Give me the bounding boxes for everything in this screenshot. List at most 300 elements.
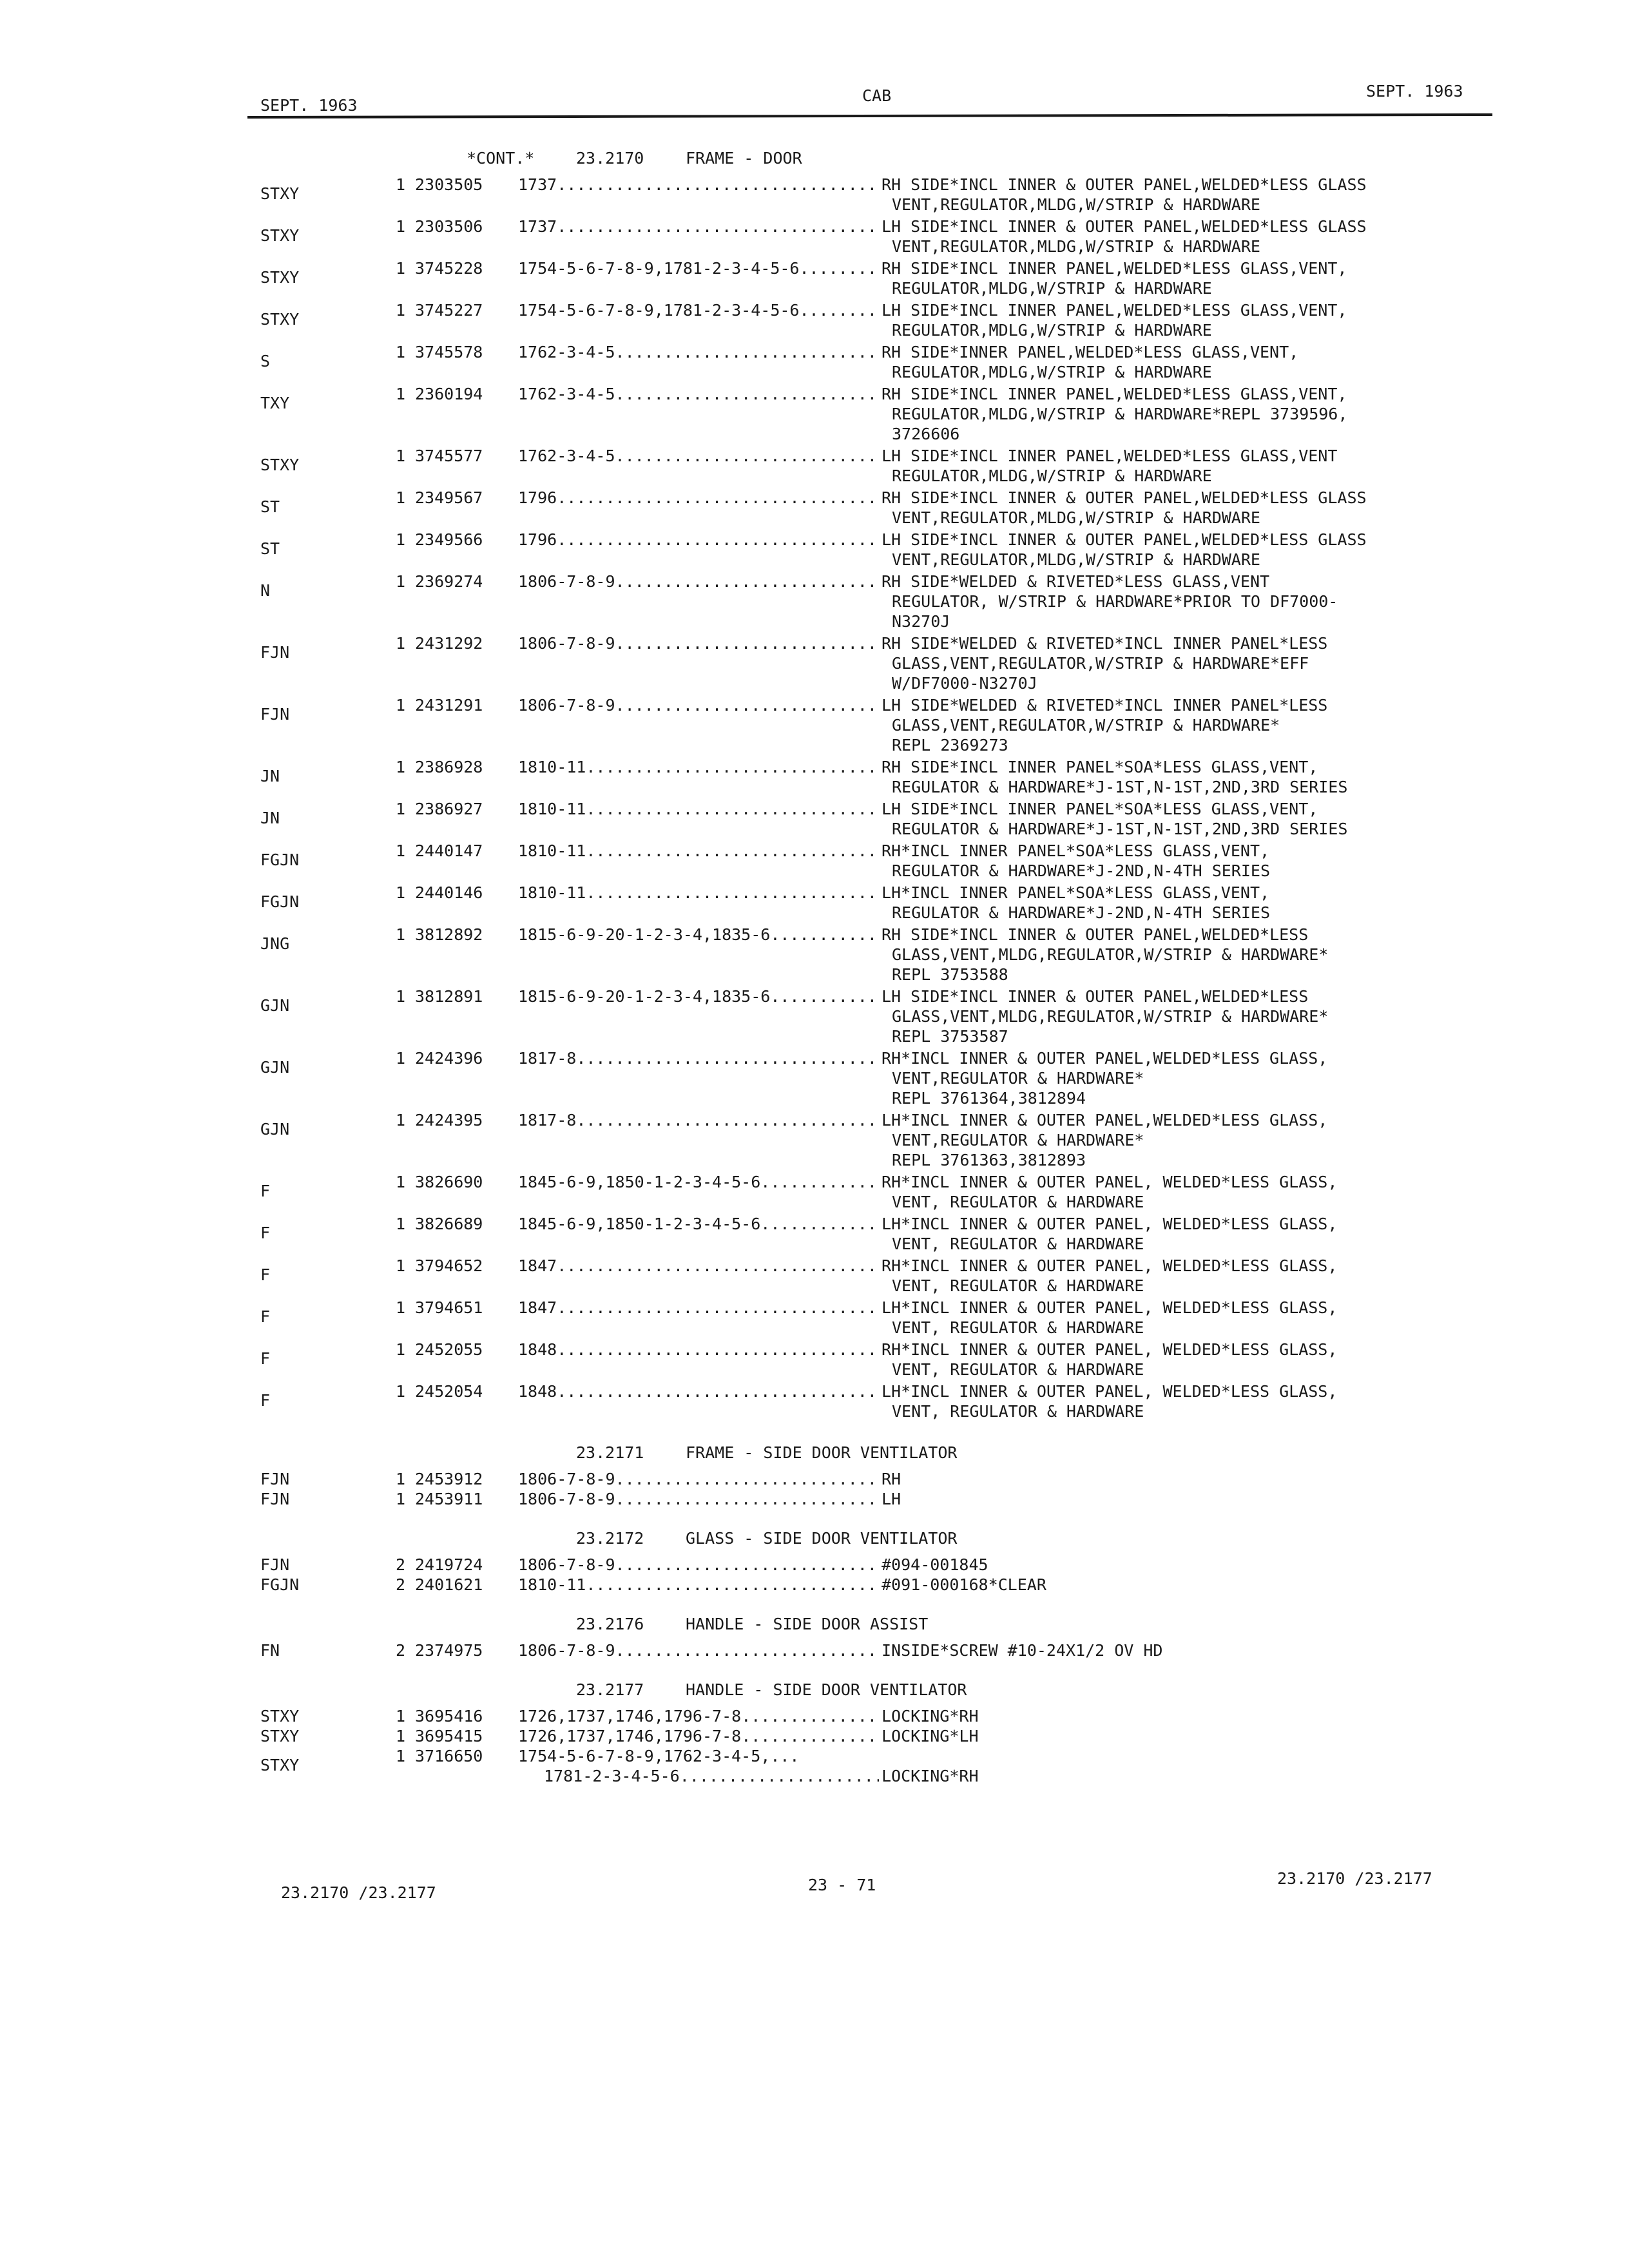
description xyxy=(882,986,1487,1046)
description-line: REPL 3753588 xyxy=(892,965,1008,984)
quantity: 1 xyxy=(396,447,406,465)
part-number: 2431292 xyxy=(415,634,483,653)
parts-row xyxy=(260,986,1498,1046)
description-line: REGULATOR,MDLG,W/STRIP & HARDWARE xyxy=(892,321,1212,340)
section-heading xyxy=(260,148,1498,168)
part-number: 3745577 xyxy=(415,447,483,465)
quantity: 2 xyxy=(396,1555,406,1574)
quantity: 1 xyxy=(396,385,406,403)
model-codes: ST xyxy=(260,497,280,516)
serial-range: 1845-6-9,1850-1-2-3-4-5-6 ..... xyxy=(518,1214,879,1234)
quantity: 1 xyxy=(396,1215,406,1233)
model-codes: STXY xyxy=(260,310,300,329)
description-line: REGULATOR & HARDWARE*J-2ND,N-4TH SERIES xyxy=(892,861,1270,880)
description-line: VENT, REGULATOR & HARDWARE xyxy=(892,1402,1144,1421)
description xyxy=(882,757,1487,797)
part-number: 3812891 xyxy=(415,987,483,1006)
description xyxy=(882,572,1487,631)
parts-row xyxy=(260,757,1498,797)
section-number: 23.2176 xyxy=(576,1615,644,1633)
description-line: LH SIDE*INCL INNER PANEL*SOA*LESS GLASS,VENT, xyxy=(882,800,1318,818)
description-line: RH*INCL INNER & OUTER PANEL, WELDED*LESS GLASS, xyxy=(882,1340,1338,1359)
part-number: 2386927 xyxy=(415,800,483,818)
description-line: RH SIDE*INCL INNER PANEL,WELDED*LESS GLASS,VENT, xyxy=(882,259,1347,278)
description-line: RH*INCL INNER & OUTER PANEL, WELDED*LESS GLASS, xyxy=(882,1173,1338,1191)
part-number: 3794652 xyxy=(415,1256,483,1275)
section-title: FRAME - DOOR xyxy=(686,149,802,168)
part-number: 2374975 xyxy=(415,1641,483,1660)
footer-range-right: 23.2170 /23.2177 xyxy=(1277,1869,1432,1888)
model-codes: FN xyxy=(260,1641,280,1660)
description-line: RH SIDE*WELDED & RIVETED*LESS GLASS,VENT xyxy=(882,572,1270,591)
description-line: LH*INCL INNER & OUTER PANEL, WELDED*LESS GLASS, xyxy=(882,1215,1338,1233)
quantity: 1 xyxy=(396,1256,406,1275)
quantity: 1 xyxy=(396,488,406,507)
parts-row xyxy=(260,1706,1498,1726)
quantity: 1 xyxy=(396,758,406,776)
description xyxy=(882,1048,1487,1108)
description-line: RH SIDE*INNER PANEL,WELDED*LESS GLASS,VENT, xyxy=(882,343,1299,361)
description-line: RH SIDE*INCL INNER PANEL,WELDED*LESS GLASS,VENT, xyxy=(882,385,1347,403)
description-line: RH SIDE*INCL INNER PANEL*SOA*LESS GLASS,VENT, xyxy=(882,758,1318,776)
description-line: RH SIDE*INCL INNER & OUTER PANEL,WELDED*LESS GLASS xyxy=(882,175,1367,194)
section-title: HANDLE - SIDE DOOR VENTILATOR xyxy=(686,1680,967,1699)
description-line: LH SIDE*INCL INNER PANEL,WELDED*LESS GLASS,VENT xyxy=(882,447,1338,465)
description xyxy=(882,384,1487,444)
parts-row xyxy=(260,799,1498,839)
description-line: LH*INCL INNER PANEL*SOA*LESS GLASS,VENT, xyxy=(882,883,1270,902)
description xyxy=(882,695,1487,755)
quantity: 1 xyxy=(396,987,406,1006)
description xyxy=(882,1298,1487,1338)
section-spacer xyxy=(260,1509,1498,1528)
serial-range: 1815-6-9-20-1-2-3-4,1835-6... ..... xyxy=(518,925,879,945)
parts-row xyxy=(260,925,1498,985)
description xyxy=(882,1214,1487,1254)
part-number: 3745228 xyxy=(415,259,483,278)
serial-range: 1817-8 ..... xyxy=(518,1048,879,1068)
model-codes: F xyxy=(260,1224,271,1242)
description-line: GLASS,VENT,REGULATOR,W/STRIP & HARDWARE* xyxy=(892,716,1280,735)
description-line: REPL 3753587 xyxy=(892,1027,1008,1046)
description-line: RH SIDE*WELDED & RIVETED*INCL INNER PANEL*LESS xyxy=(882,634,1328,653)
description-line: INSIDE*SCREW #10-24X1/2 OV HD xyxy=(882,1641,1163,1660)
description-line: VENT, REGULATOR & HARDWARE xyxy=(892,1360,1144,1379)
serial-range: 1762-3-4-5 ..... xyxy=(518,342,879,362)
parts-row xyxy=(260,883,1498,923)
description xyxy=(882,1172,1487,1212)
description-line: W/DF7000-N3270J xyxy=(892,674,1037,693)
serial-range-continued: 1781-2-3-4-5-6 ..... xyxy=(544,1766,879,1786)
description-line: LOCKING*RH xyxy=(882,1707,979,1725)
parts-row xyxy=(260,1489,1498,1509)
part-number: 2453911 xyxy=(415,1490,483,1508)
description-line: RH xyxy=(882,1470,901,1488)
serial-range: 1845-6-9,1850-1-2-3-4-5-6 ..... xyxy=(518,1172,879,1192)
description xyxy=(882,925,1487,985)
quantity: 1 xyxy=(396,1298,406,1317)
model-codes: S xyxy=(260,352,271,370)
description-line: VENT, REGULATOR & HARDWARE xyxy=(892,1193,1144,1211)
model-codes: STXY xyxy=(260,1707,300,1725)
quantity: 1 xyxy=(396,800,406,818)
quantity: 1 xyxy=(396,1470,406,1488)
parts-row xyxy=(260,1640,1498,1660)
description-line: #094-001845 xyxy=(882,1555,988,1574)
quantity: 2 xyxy=(396,1641,406,1660)
part-number: 2401621 xyxy=(415,1575,483,1594)
part-number: 3695416 xyxy=(415,1707,483,1725)
serial-range: 1847 ..... xyxy=(518,1298,879,1318)
description-line: LOCKING*RH xyxy=(882,1767,979,1785)
part-number: 2349566 xyxy=(415,530,483,549)
part-number: 3716650 xyxy=(415,1747,483,1765)
parts-row xyxy=(260,300,1498,340)
serial-range: 1726,1737,1746,1796-7-8 ..... xyxy=(518,1706,879,1726)
part-number: 2360194 xyxy=(415,385,483,403)
part-number: 3826690 xyxy=(415,1173,483,1191)
serial-range: 1796 ..... xyxy=(518,530,879,550)
quantity: 1 xyxy=(396,841,406,860)
description xyxy=(882,1575,1487,1595)
description-line: GLASS,VENT,MLDG,REGULATOR,W/STRIP & HARDWARE* xyxy=(892,945,1329,964)
serial-range: 1726,1737,1746,1796-7-8 ..... xyxy=(518,1726,879,1746)
description xyxy=(882,1489,1487,1509)
description-line: LH*INCL INNER & OUTER PANEL, WELDED*LESS GLASS, xyxy=(882,1298,1338,1317)
description-line: RH SIDE*INCL INNER & OUTER PANEL,WELDED*LESS xyxy=(882,925,1309,944)
parts-row xyxy=(260,1575,1498,1595)
parts-row xyxy=(260,342,1498,382)
description-line: GLASS,VENT,MLDG,REGULATOR,W/STRIP & HARDWARE* xyxy=(892,1007,1329,1026)
quantity: 1 xyxy=(396,1490,406,1508)
model-codes: JN xyxy=(260,809,280,827)
part-number: 2349567 xyxy=(415,488,483,507)
description-line: VENT,REGULATOR,MLDG,W/STRIP & HARDWARE xyxy=(892,237,1260,256)
section-spacer xyxy=(260,1660,1498,1680)
description xyxy=(882,1766,1487,1786)
description-line: REGULATOR, W/STRIP & HARDWARE*PRIOR TO DF7000- xyxy=(892,592,1338,611)
description-line: VENT, REGULATOR & HARDWARE xyxy=(892,1235,1144,1253)
serial-range: 1754-5-6-7-8-9,1781-2-3-4-5-6 ..... xyxy=(518,258,879,278)
section-continued-label: *CONT.* xyxy=(467,149,535,168)
model-codes: F xyxy=(260,1307,271,1326)
description-line: LH SIDE*INCL INNER & OUTER PANEL,WELDED*LESS xyxy=(882,987,1309,1006)
description-line: REGULATOR & HARDWARE*J-2ND,N-4TH SERIES xyxy=(892,903,1270,922)
description-line: LH*INCL INNER & OUTER PANEL,WELDED*LESS GLASS, xyxy=(882,1111,1328,1129)
part-number: 3695415 xyxy=(415,1727,483,1745)
description xyxy=(882,633,1487,693)
parts-row xyxy=(260,695,1498,755)
serial-range: 1848 ..... xyxy=(518,1381,879,1401)
serial-range: 1806-7-8-9 ..... xyxy=(518,695,879,715)
description-line: GLASS,VENT,REGULATOR,W/STRIP & HARDWARE*EFF xyxy=(892,654,1309,673)
quantity: 1 xyxy=(396,634,406,653)
serial-range: 1796 ..... xyxy=(518,488,879,508)
part-number: 2453912 xyxy=(415,1470,483,1488)
quantity: 1 xyxy=(396,1747,406,1765)
parts-row xyxy=(260,216,1498,256)
serial-range: 1762-3-4-5 ..... xyxy=(518,384,879,404)
description-line: VENT,REGULATOR,MLDG,W/STRIP & HARDWARE xyxy=(892,508,1260,527)
quantity: 1 xyxy=(396,1340,406,1359)
description-line: REPL 2369273 xyxy=(892,736,1008,754)
serial-range: 1848 ..... xyxy=(518,1340,879,1360)
serial-range: 1806-7-8-9 ..... xyxy=(518,572,879,591)
model-codes: FJN xyxy=(260,1555,290,1574)
section-heading xyxy=(260,1680,1498,1700)
serial-range: 1806-7-8-9 ..... xyxy=(518,633,879,653)
serial-range: 1806-7-8-9 ..... xyxy=(518,1640,879,1660)
description-line: REGULATOR,MLDG,W/STRIP & HARDWARE xyxy=(892,279,1212,298)
model-codes: FJN xyxy=(260,1490,290,1508)
section-number: 23.2171 xyxy=(576,1443,644,1462)
section-spacer xyxy=(260,1423,1498,1443)
parts-row xyxy=(260,633,1498,693)
description xyxy=(882,216,1487,256)
quantity: 1 xyxy=(396,883,406,902)
description xyxy=(882,258,1487,298)
model-codes: F xyxy=(260,1182,271,1200)
serial-range: 1762-3-4-5 ..... xyxy=(518,446,879,466)
serial-range: 1806-7-8-9 ..... xyxy=(518,1489,879,1509)
description-line: RH*INCL INNER & OUTER PANEL, WELDED*LESS GLASS, xyxy=(882,1256,1338,1275)
parts-row xyxy=(260,1110,1498,1170)
part-number: 2386928 xyxy=(415,758,483,776)
description xyxy=(882,799,1487,839)
quantity: 1 xyxy=(396,259,406,278)
model-codes: FGJN xyxy=(260,892,300,911)
part-number: 3812892 xyxy=(415,925,483,944)
parts-row xyxy=(260,1381,1498,1421)
model-codes: FJN xyxy=(260,643,290,662)
header-section: CAB xyxy=(862,86,892,105)
description-line: REPL 3761364,3812894 xyxy=(892,1089,1086,1108)
serial-range: 1810-11 ..... xyxy=(518,883,879,903)
part-number: 2452054 xyxy=(415,1382,483,1401)
description xyxy=(882,1381,1487,1421)
model-codes: FJN xyxy=(260,1470,290,1488)
description-line: REGULATOR,MLDG,W/STRIP & HARDWARE xyxy=(892,466,1212,485)
part-number: 2431291 xyxy=(415,696,483,715)
description-line: VENT, REGULATOR & HARDWARE xyxy=(892,1318,1144,1337)
section-title: FRAME - SIDE DOOR VENTILATOR xyxy=(686,1443,958,1462)
description-line: RH*INCL INNER & OUTER PANEL,WELDED*LESS GLASS, xyxy=(882,1049,1328,1068)
quantity: 1 xyxy=(396,1173,406,1191)
parts-row xyxy=(260,572,1498,631)
description-line: #091-000168*CLEAR xyxy=(882,1575,1046,1594)
description xyxy=(882,175,1487,215)
description xyxy=(882,1110,1487,1170)
serial-range: 1737 ..... xyxy=(518,175,879,195)
description xyxy=(882,883,1487,923)
serial-range: 1806-7-8-9 ..... xyxy=(518,1469,879,1489)
description-line: LH SIDE*INCL INNER PANEL,WELDED*LESS GLASS,VENT, xyxy=(882,301,1347,320)
section-spacer xyxy=(260,1595,1498,1614)
parts-list xyxy=(260,148,1498,1788)
description xyxy=(882,342,1487,382)
serial-range: 1806-7-8-9 ..... xyxy=(518,1555,879,1575)
description xyxy=(882,1256,1487,1296)
description-line: LH SIDE*WELDED & RIVETED*INCL INNER PANEL*LESS xyxy=(882,696,1328,715)
part-number: 3745227 xyxy=(415,301,483,320)
serial-range: 1815-6-9-20-1-2-3-4,1835-6... ..... xyxy=(518,986,879,1006)
model-codes: STXY xyxy=(260,1756,300,1774)
section-heading xyxy=(260,1443,1498,1463)
description-line: VENT,REGULATOR & HARDWARE* xyxy=(892,1131,1144,1149)
quantity: 1 xyxy=(396,1049,406,1068)
serial-range: 1737 ..... xyxy=(518,216,879,236)
model-codes: F xyxy=(260,1349,271,1368)
parts-row xyxy=(260,1340,1498,1379)
serial-range: 1810-11 ..... xyxy=(518,1575,879,1595)
quantity: 1 xyxy=(396,1727,406,1745)
parts-row xyxy=(260,1214,1498,1254)
model-codes: STXY xyxy=(260,1727,300,1745)
model-codes: GJN xyxy=(260,1120,290,1139)
description-line: VENT,REGULATOR & HARDWARE* xyxy=(892,1069,1144,1088)
parts-row xyxy=(260,1746,1498,1786)
footer-range-left: 23.2170 /23.2177 xyxy=(281,1883,436,1902)
description xyxy=(882,1469,1487,1489)
description xyxy=(882,1555,1487,1575)
model-codes: STXY xyxy=(260,268,300,287)
part-number: 3826689 xyxy=(415,1215,483,1233)
section-heading xyxy=(260,1528,1498,1548)
parts-row xyxy=(260,175,1498,215)
description xyxy=(882,1726,1487,1746)
part-number: 2369274 xyxy=(415,572,483,591)
quantity: 1 xyxy=(396,1111,406,1129)
description xyxy=(882,1706,1487,1726)
model-codes: STXY xyxy=(260,184,300,203)
model-codes: GJN xyxy=(260,996,290,1015)
parts-row xyxy=(260,488,1498,528)
description xyxy=(882,841,1487,881)
model-codes: STXY xyxy=(260,456,300,474)
description-line: REGULATOR & HARDWARE*J-1ST,N-1ST,2ND,3RD SERIES xyxy=(892,820,1348,838)
serial-range: 1847 ..... xyxy=(518,1256,879,1276)
section-number: 23.2172 xyxy=(576,1529,644,1548)
parts-row xyxy=(260,841,1498,881)
description-line: 3726606 xyxy=(892,425,960,443)
description-line: LH xyxy=(882,1490,901,1508)
description xyxy=(882,530,1487,570)
description xyxy=(882,488,1487,528)
serial-range: 1810-11 ..... xyxy=(518,757,879,777)
quantity: 1 xyxy=(396,343,406,361)
part-number: 2303506 xyxy=(415,217,483,236)
parts-row xyxy=(260,1172,1498,1212)
description-line: LOCKING*LH xyxy=(882,1727,979,1745)
description-line: LH SIDE*INCL INNER & OUTER PANEL,WELDED*LESS GLASS xyxy=(882,217,1367,236)
page-number: 23 - 71 xyxy=(808,1876,876,1894)
parts-row xyxy=(260,1469,1498,1489)
quantity: 1 xyxy=(396,217,406,236)
description xyxy=(882,300,1487,340)
part-number: 2424396 xyxy=(415,1049,483,1068)
quantity: 1 xyxy=(396,572,406,591)
section-title: HANDLE - SIDE DOOR ASSIST xyxy=(686,1615,929,1633)
quantity: 2 xyxy=(396,1575,406,1594)
quantity: 1 xyxy=(396,925,406,944)
section-heading xyxy=(260,1614,1498,1634)
description-line: VENT,REGULATOR,MLDG,W/STRIP & HARDWARE xyxy=(892,550,1260,569)
part-number: 2419724 xyxy=(415,1555,483,1574)
model-codes: TXY xyxy=(260,394,290,412)
model-codes: GJN xyxy=(260,1058,290,1077)
part-number: 2424395 xyxy=(415,1111,483,1129)
section-number: 23.2170 xyxy=(576,149,644,168)
model-codes: F xyxy=(260,1265,271,1284)
description-line: LH*INCL INNER & OUTER PANEL, WELDED*LESS GLASS, xyxy=(882,1382,1338,1401)
parts-row xyxy=(260,1256,1498,1296)
parts-row xyxy=(260,1726,1498,1746)
description-line: VENT, REGULATOR & HARDWARE xyxy=(892,1276,1144,1295)
description-line: RH*INCL INNER PANEL*SOA*LESS GLASS,VENT, xyxy=(882,841,1270,860)
parts-row xyxy=(260,1298,1498,1338)
model-codes: FGJN xyxy=(260,850,300,869)
parts-row xyxy=(260,446,1498,486)
quantity: 1 xyxy=(396,1707,406,1725)
description-line: REPL 3761363,3812893 xyxy=(892,1151,1086,1169)
description xyxy=(882,446,1487,486)
parts-row xyxy=(260,530,1498,570)
section-number: 23.2177 xyxy=(576,1680,644,1699)
parts-row xyxy=(260,1555,1498,1575)
description xyxy=(882,1340,1487,1379)
description-line: RH SIDE*INCL INNER & OUTER PANEL,WELDED*LESS GLASS xyxy=(882,488,1367,507)
quantity: 1 xyxy=(396,696,406,715)
part-number: 2452055 xyxy=(415,1340,483,1359)
header-date-right: SEPT. 1963 xyxy=(1366,82,1463,101)
serial-range: 1754-5-6-7-8-9,1781-2-3-4-5-6 ..... xyxy=(518,300,879,320)
parts-row xyxy=(260,258,1498,298)
part-number: 3794651 xyxy=(415,1298,483,1317)
serial-range: 1817-8 ..... xyxy=(518,1110,879,1130)
section-title: GLASS - SIDE DOOR VENTILATOR xyxy=(686,1529,958,1548)
part-number: 2440147 xyxy=(415,841,483,860)
model-codes: STXY xyxy=(260,226,300,245)
serial-range: 1810-11 ..... xyxy=(518,799,879,819)
model-codes: FJN xyxy=(260,705,290,724)
header-rule xyxy=(247,113,1492,119)
model-codes: JNG xyxy=(260,934,290,953)
model-codes: N xyxy=(260,581,271,600)
description-line: REGULATOR,MDLG,W/STRIP & HARDWARE xyxy=(892,363,1212,381)
quantity: 1 xyxy=(396,301,406,320)
quantity: 1 xyxy=(396,175,406,194)
parts-row xyxy=(260,1048,1498,1108)
part-number: 2303505 xyxy=(415,175,483,194)
model-codes: FGJN xyxy=(260,1575,300,1594)
description-line: REGULATOR & HARDWARE*J-1ST,N-1ST,2ND,3RD SERIES xyxy=(892,778,1348,796)
description-line: VENT,REGULATOR,MLDG,W/STRIP & HARDWARE xyxy=(892,195,1260,214)
part-number: 3745578 xyxy=(415,343,483,361)
model-codes: ST xyxy=(260,539,280,558)
description-line: LH SIDE*INCL INNER & OUTER PANEL,WELDED*LESS GLASS xyxy=(882,530,1367,549)
serial-range: 1754-5-6-7-8-9,1762-3-4-5,... xyxy=(518,1747,800,1765)
description xyxy=(882,1640,1487,1660)
quantity: 1 xyxy=(396,530,406,549)
part-number: 2440146 xyxy=(415,883,483,902)
description-line: N3270J xyxy=(892,612,950,631)
model-codes: JN xyxy=(260,767,280,785)
header-date-left: SEPT. 1963 xyxy=(260,96,358,115)
quantity: 1 xyxy=(396,1382,406,1401)
parts-row xyxy=(260,384,1498,444)
model-codes: F xyxy=(260,1391,271,1410)
serial-range: 1810-11 ..... xyxy=(518,841,879,861)
